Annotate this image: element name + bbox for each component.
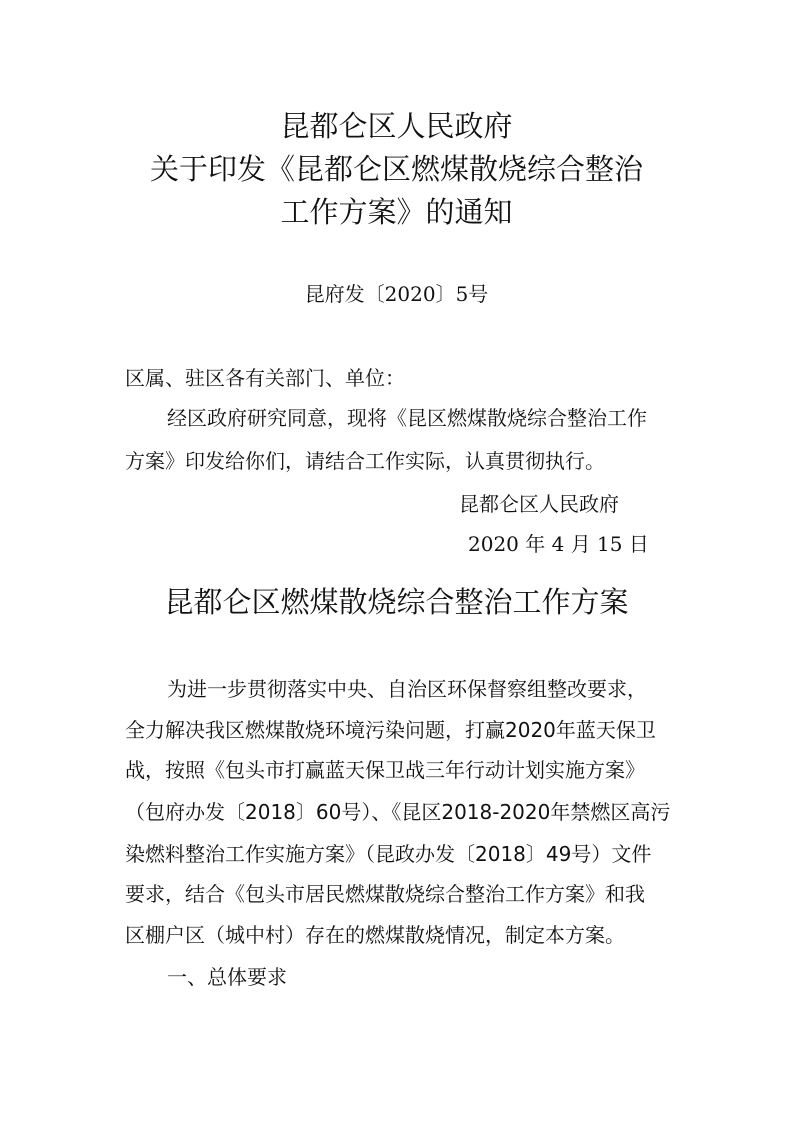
plan-paragraph-line: 区棚户区（城中村）存在的燃煤散烧情况，制定本方案。 (125, 923, 625, 947)
signature-organization: 昆都仑区人民政府 (459, 492, 619, 516)
notice-body-line-1: 经区政府研究同意，现将《昆区燃煤散烧综合整治工作 (167, 406, 647, 430)
title-line-1: 昆都仑区人民政府 (280, 109, 513, 143)
plan-paragraph-line: 为进一步贯彻落实中央、自治区环保督察组整改要求， (167, 677, 647, 701)
document-number: 昆府发〔2020〕5号 (304, 282, 489, 306)
signature-date: 2020 年 4 月 15 日 (468, 532, 649, 556)
notice-body-line-2: 方案》印发给你们，请结合工作实际，认真贯彻执行。 (125, 449, 605, 473)
plan-paragraph-line: （包府办发〔2018〕60号）、《昆区2018-2020年禁燃区高污 (125, 800, 671, 824)
plan-paragraph-line: 要求，结合《包头市居民燃煤散烧综合整治工作方案》和我 (125, 882, 645, 906)
plan-paragraph-line: 全力解决我区燃煤散烧环境污染问题，打赢2020年蓝天保卫 (125, 718, 656, 742)
notice-addressee: 区属、驻区各有关部门、单位： (125, 366, 405, 390)
plan-title: 昆都仑区燃煤散烧综合整治工作方案 (164, 585, 629, 619)
plan-paragraph-line: 染燃料整治工作实施方案》（昆政办发〔2018〕49号）文件 (125, 842, 652, 866)
section-heading-1: 一、总体要求 (167, 965, 287, 989)
plan-paragraph-line: 战，按照《包头市打赢蓝天保卫战三年行动计划实施方案》 (125, 758, 645, 782)
title-line-3: 工作方案》的通知 (280, 195, 513, 229)
title-line-2: 关于印发《昆都仑区燃煤散烧综合整治 (149, 152, 643, 186)
